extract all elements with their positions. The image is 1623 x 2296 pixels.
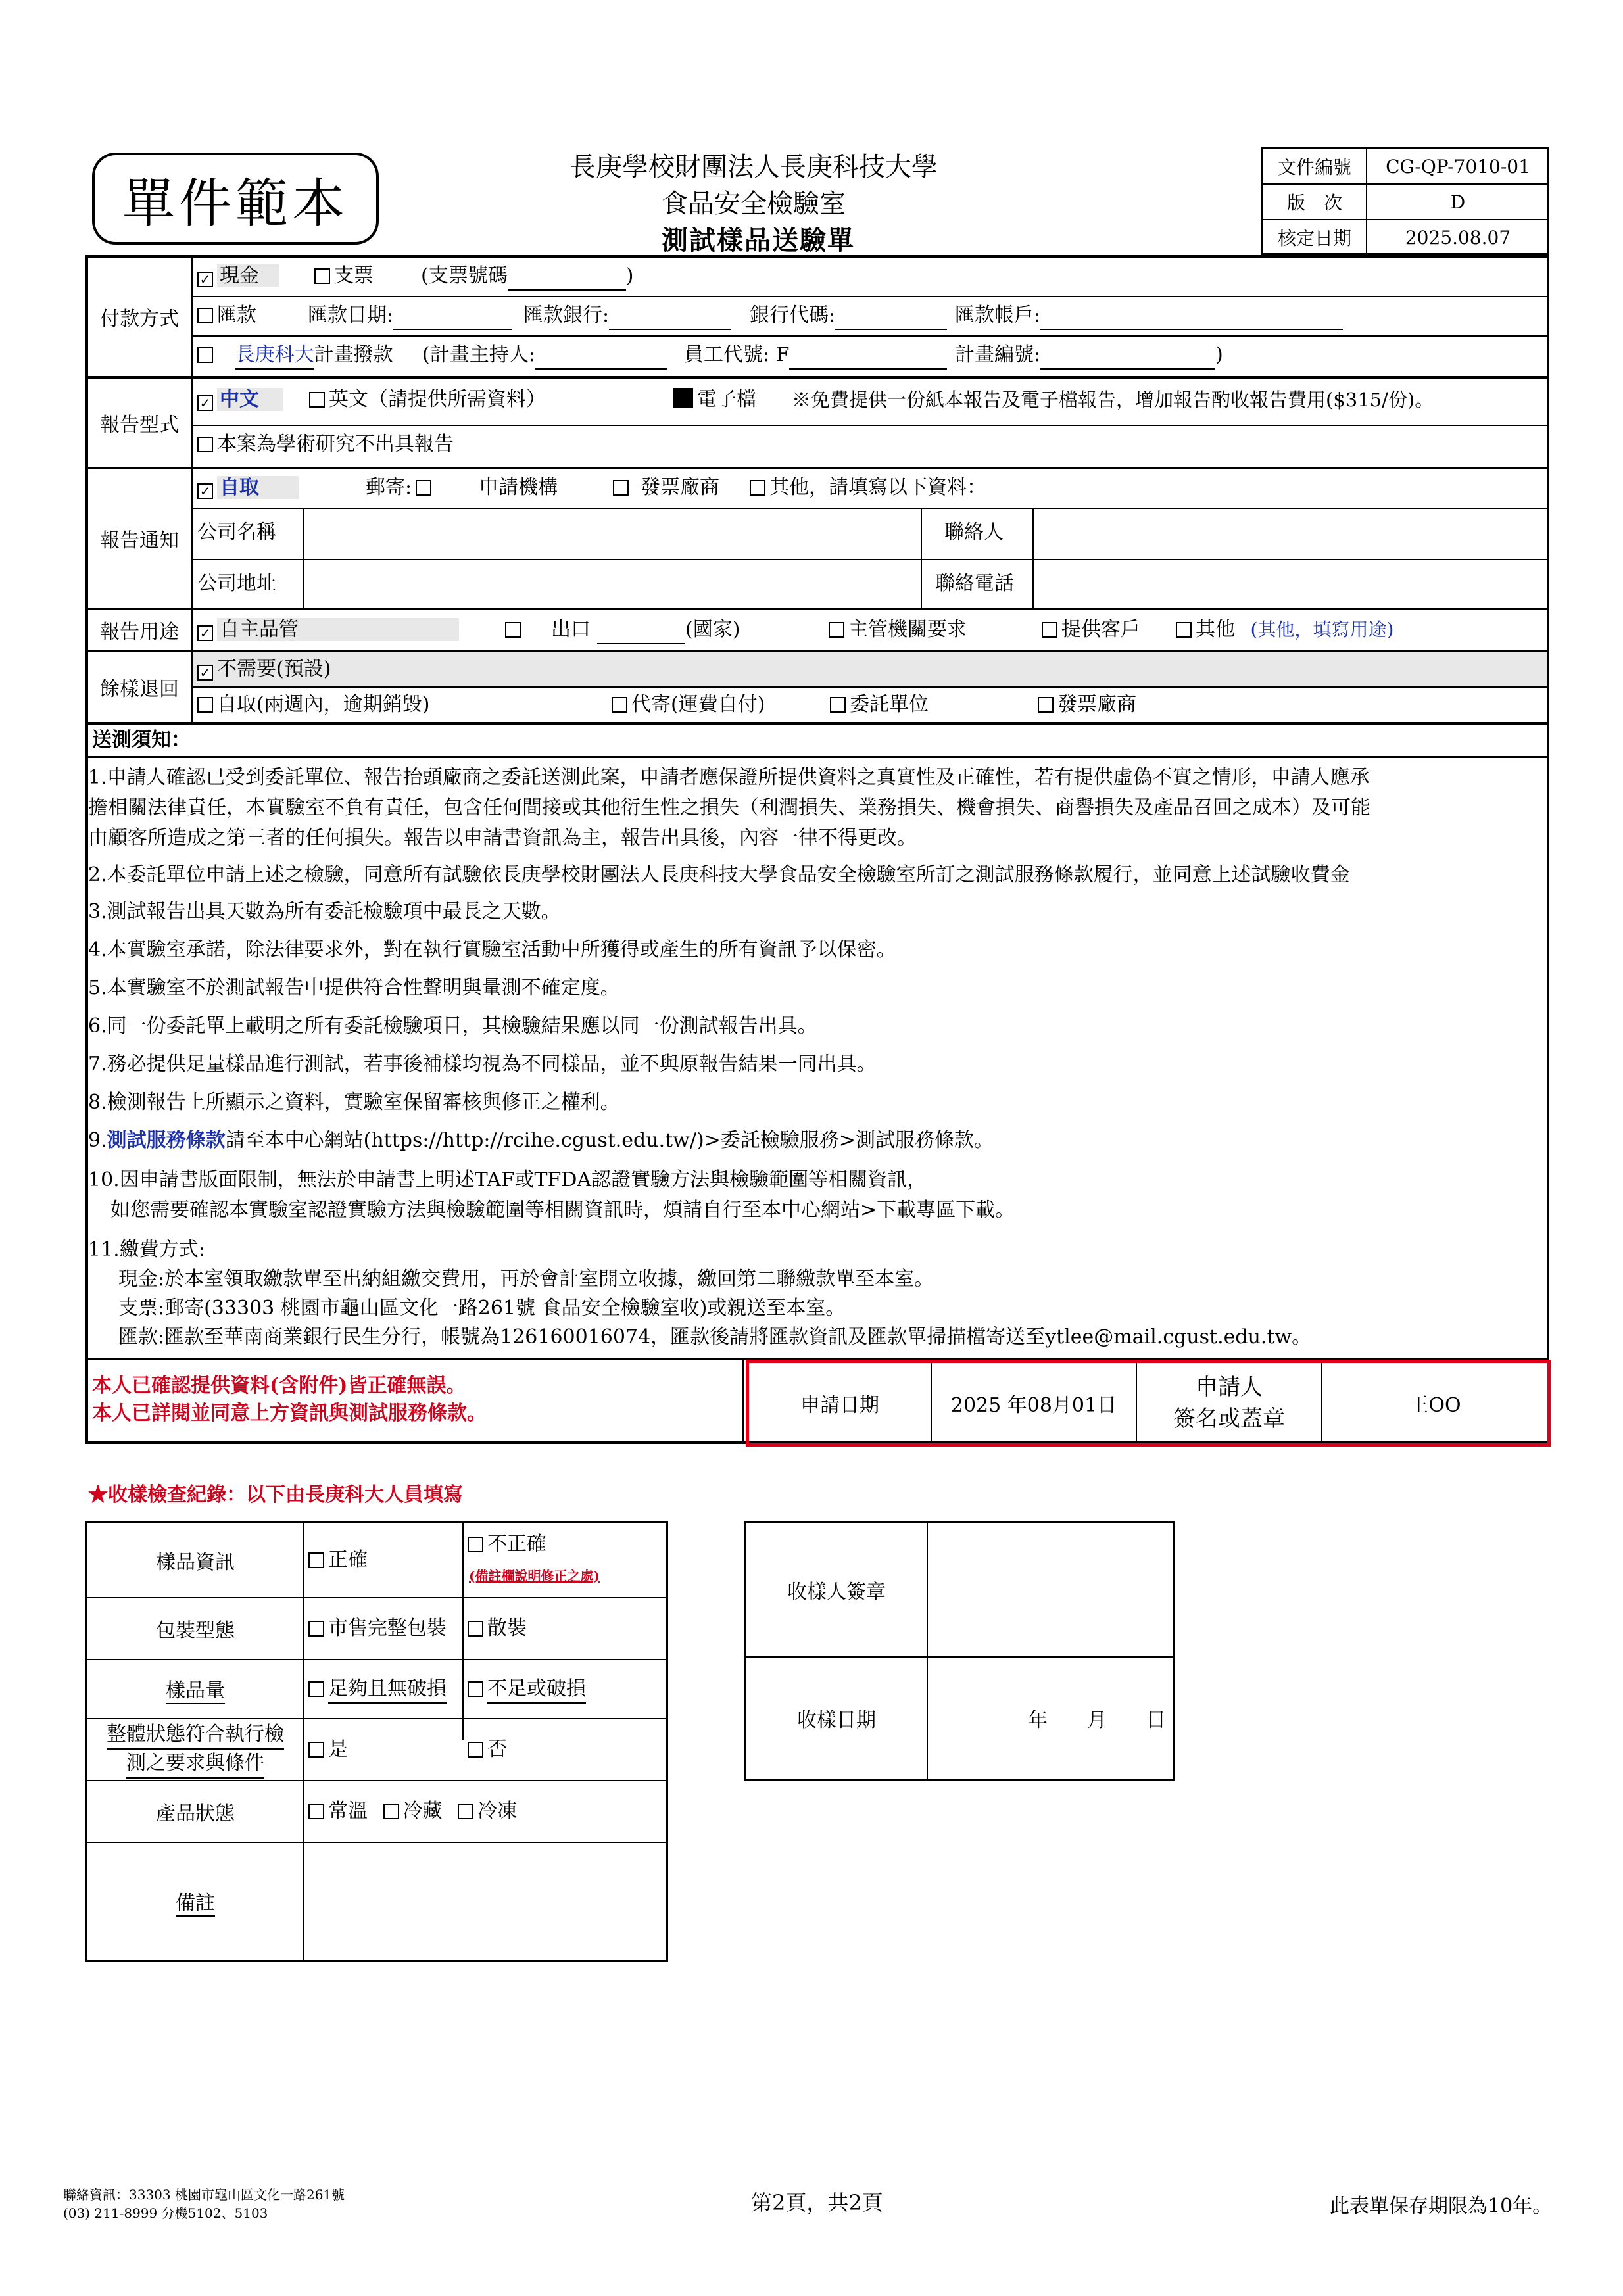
doc-no-value: CG-QP-7010-01 [1386, 155, 1530, 178]
notenough-checkbox[interactable] [468, 1681, 483, 1697]
usage-other-checkbox[interactable] [1176, 622, 1192, 638]
return-self-checkbox[interactable] [197, 697, 213, 713]
pkg-bulk-option[interactable]: 散裝 [468, 1615, 527, 1642]
notice-item-10a: 10.因申請書版面限制，無法於申請書上明述TAF或TFDA認證實驗方法與檢驗範圍等相關資訊， [88, 1168, 927, 1191]
company-address-input[interactable] [304, 560, 919, 608]
signature-box [746, 1360, 1551, 1447]
state-label: 產品狀態 [156, 1802, 235, 1825]
return-proxy-option[interactable]: 代寄(運費自付) [612, 692, 765, 718]
apply-date-value[interactable]: 2025 年08月01日 [950, 1394, 1117, 1417]
report-type-label: 報告型式 [100, 414, 179, 437]
frozen-checkbox[interactable] [458, 1804, 473, 1819]
company-name-label: 公司名稱 [197, 521, 276, 544]
version-value: D [1450, 191, 1466, 213]
version-label: 版 次 [1286, 192, 1342, 214]
applicant-sign-label: 申請人 簽名或蓋章 [1173, 1374, 1285, 1432]
notice-item-11b: 支票:郵寄(33303 桃園市龜山區文化一路261號 食品安全檢驗室收)或親送至本室。 [118, 1297, 846, 1320]
return-none-option[interactable]: ✓ 不需要(預設) [197, 656, 331, 682]
plan-host-field[interactable]: (計畫主持人: [422, 342, 667, 370]
notice-item-1c: 由顧客所造成之第三者的任何損失。報告以申請書資訊為主，報告出具後，內容一律不得更改。 [88, 826, 917, 849]
lab-title: 食品安全檢驗室 [662, 189, 846, 219]
phone-label: 聯絡電話 [935, 572, 1014, 595]
notice-item-7: 7.務必提供足量樣品進行測試，若事後補樣均視為不同樣品，並不與原報告結果一同出具。 [88, 1053, 877, 1076]
receiver-sign-input[interactable] [928, 1523, 1173, 1656]
no-checkbox[interactable] [468, 1742, 483, 1758]
yes-option[interactable]: 是 [308, 1736, 348, 1763]
cash-checkbox[interactable]: ✓ [197, 272, 213, 287]
receive-date-label: 收樣日期 [797, 1709, 876, 1732]
overall-label: 整體狀態符合執行檢 測之要求與條件 [87, 1719, 303, 1780]
staff-no-field[interactable]: 員工代號: F [684, 342, 947, 370]
notice-item-9: 9.測試服務條款請至本中心網站(https://http://rcihe.cgust.edu.tw/)>委託檢驗服務>測試服務條款。 [88, 1129, 994, 1152]
customer-checkbox[interactable] [1042, 622, 1057, 638]
mail-checkbox[interactable] [416, 480, 431, 496]
academic-checkbox[interactable] [197, 437, 213, 452]
correct-option[interactable]: 正確 [308, 1547, 368, 1573]
approve-date-value: 2025.08.07 [1405, 226, 1511, 249]
remit-checkbox[interactable] [197, 308, 213, 323]
own-qc-checkbox[interactable]: ✓ [197, 625, 213, 641]
notice-item-11a: 現金:於本室領取繳款單至出納組繳交費用，再於會計室開立收據，繳回第二聯繳款單至本室。 [118, 1268, 934, 1291]
return-self-option[interactable]: 自取(兩週內，逾期銷毀) [197, 692, 429, 718]
remit-date-field[interactable]: 匯款日期: [308, 302, 512, 330]
contact-input[interactable] [1034, 509, 1547, 559]
notice-item-8: 8.檢測報告上所顯示之資料，實驗室保留審核與修正之權利。 [88, 1091, 620, 1114]
remark-label: 備註 [87, 1843, 303, 1960]
usage-authority-option[interactable]: 主管機關要求 [829, 617, 967, 643]
confirm-line-1: 本人已確認提供資料(含附件)皆正確無誤。 [92, 1374, 466, 1397]
yes-checkbox[interactable] [308, 1742, 324, 1758]
check-checkbox[interactable] [314, 268, 330, 284]
plan-no-field[interactable]: 計畫編號: ) [955, 342, 1223, 370]
pkg-full-checkbox[interactable] [308, 1621, 324, 1637]
incorrect-checkbox[interactable] [468, 1537, 483, 1552]
notify-label: 報告通知 [100, 529, 179, 552]
notice-item-2: 2.本委託單位申請上述之檢驗，同意所有試驗依長庚學校財團法人長庚科技大學食品安全檢驗室所訂之測試服務條款履行，並同意上述試驗收費金 [88, 863, 1350, 886]
notice-body [88, 763, 1548, 1352]
school-link[interactable]: 長庚科大 [235, 342, 314, 370]
notice-item-3: 3.測試報告出具天數為所有委託檢驗項中最長之天數。 [88, 900, 561, 923]
chilled-option[interactable]: 冷藏 [383, 1800, 443, 1823]
company-address-label: 公司地址 [197, 572, 276, 595]
report-chinese-option[interactable]: ✓ 中文 [197, 387, 283, 413]
notify-other-option[interactable]: 其他，請填寫以下資料： [750, 475, 986, 501]
notify-other-checkbox[interactable] [750, 480, 765, 496]
notice-item-1a: 1.申請人確認已受到委託單位、報告抬頭廠商之委託送測此案，申請者應保證所提供資料之真實性及正確性，若有提供虛偽不實之情形，申請人應承 [88, 766, 1370, 789]
return-client-checkbox[interactable] [830, 697, 846, 713]
usage-label: 報告用途 [100, 621, 179, 644]
doc-info-table [1261, 147, 1549, 255]
apply-date-label: 申請日期 [800, 1394, 879, 1417]
payment-label: 付款方式 [100, 308, 179, 331]
receiver-sign-label: 收樣人簽章 [787, 1581, 886, 1604]
state-options [308, 1798, 517, 1825]
usage-export-option[interactable]: 出口 (國家) [505, 617, 740, 644]
enough-option[interactable]: 足夠且無破損 [308, 1676, 447, 1704]
usage-customer-option[interactable]: 提供客戶 [1042, 617, 1140, 643]
footer-contact-1: 聯絡資訊：33303 桃園市龜山區文化一路261號 [63, 2187, 345, 2203]
electronic-checkbox[interactable] [673, 388, 693, 408]
bank-code-field[interactable]: 銀行代碼: [750, 302, 947, 330]
return-none-checkbox[interactable]: ✓ [197, 665, 213, 681]
usage-other-option[interactable]: 其他 (其他，填寫用途) [1176, 617, 1393, 643]
english-checkbox[interactable] [309, 392, 325, 408]
company-name-input[interactable] [304, 509, 919, 559]
report-fee-note: ※免費提供一份紙本報告及電子檔報告，增加報告酌收報告費用($315/份)。 [792, 389, 1434, 411]
incorrect-option[interactable]: 不正確 [468, 1531, 546, 1558]
return-invoice-option[interactable]: 發票廠商 [1038, 692, 1136, 718]
pkg-bulk-checkbox[interactable] [468, 1621, 483, 1637]
remit-account-field[interactable]: 匯款帳戶: [955, 302, 1343, 330]
approve-date-label: 核定日期 [1277, 227, 1351, 249]
notice-title: 送測須知： [92, 729, 191, 752]
notenough-option[interactable]: 不足或破損 [468, 1676, 586, 1704]
receive-date-input[interactable]: 年 月 日 [1028, 1709, 1166, 1732]
notice-item-5: 5.本實驗室不於測試報告中提供符合性聲明與量測不確定度。 [88, 976, 620, 999]
notice-item-6: 6.同一份委託單上載明之所有委託檢驗項目，其檢驗結果應以同一份測試報告出具。 [88, 1015, 817, 1038]
payment-cash-option[interactable]: ✓ 現金 [197, 263, 279, 289]
org-title: 長庚學校財團法人長庚科技大學 [569, 152, 938, 182]
enough-checkbox[interactable] [308, 1681, 324, 1697]
template-stamp [92, 153, 379, 245]
export-checkbox[interactable] [505, 622, 521, 638]
amount-label: 樣品量 [87, 1660, 303, 1718]
remark-input[interactable] [304, 1843, 666, 1960]
notify-self-option[interactable]: ✓ 自取 [197, 475, 299, 501]
contact-label: 聯絡人 [944, 521, 1004, 544]
service-terms-link[interactable]: 測試服務條款 [107, 1129, 226, 1152]
payment-remit-option[interactable]: 匯款 [197, 302, 256, 329]
notice-item-11c: 匯款:匯款至華南商業銀行民生分行，帳號為126160016074，匯款後請將匯款資訊及匯款單掃描檔寄送至ytlee@mail.cgust.edu.tw。 [118, 1326, 1312, 1349]
pkg-full-option[interactable]: 市售完整包裝 [308, 1615, 447, 1642]
self-pickup-checkbox[interactable]: ✓ [197, 483, 213, 499]
return-proxy-checkbox[interactable] [612, 697, 627, 713]
receiver-table [744, 1521, 1175, 1781]
phone-input[interactable] [1034, 560, 1547, 608]
payment-plan-option[interactable]: 長庚科大計畫撥款 [197, 342, 393, 370]
chinese-checkbox[interactable]: ✓ [197, 395, 213, 411]
confirm-line-2: 本人已詳閱並同意上方資訊與測試服務條款。 [92, 1402, 487, 1425]
return-label: 餘樣退回 [100, 678, 179, 701]
package-label: 包裝型態 [156, 1619, 235, 1642]
normal-option[interactable]: 常溫 [308, 1800, 368, 1823]
frozen-option[interactable]: 冷凍 [458, 1800, 517, 1823]
report-academic-option[interactable]: 本案為學術研究不出具報告 [197, 431, 454, 458]
check-number-field[interactable]: (支票號碼 ) [421, 263, 633, 291]
remit-bank-field[interactable]: 匯款銀行: [523, 302, 731, 330]
no-option[interactable]: 否 [468, 1736, 507, 1763]
stamp-text: 單件範本 [122, 172, 349, 234]
notice-item-4: 4.本實驗室承諾，除法律要求外，對在執行實驗室活動中所獲得或產生的所有資訊予以保密。 [88, 938, 896, 961]
sample-info-label: 樣品資訊 [156, 1551, 235, 1574]
plan-checkbox[interactable] [197, 347, 213, 363]
chilled-checkbox[interactable] [383, 1804, 399, 1819]
footer-contact-2: (03) 211-8999 分機5102、5103 [63, 2205, 268, 2221]
notify-mail-option[interactable]: 郵寄: [366, 475, 435, 501]
usage-own-option[interactable]: ✓ 自主品管 [197, 617, 459, 643]
authority-checkbox[interactable] [829, 622, 844, 638]
report-electronic-option[interactable]: 電子檔 [673, 387, 756, 413]
normal-checkbox[interactable] [308, 1804, 324, 1819]
applicant-signature[interactable]: 王OO [1409, 1394, 1461, 1417]
notice-item-1b: 擔相關法律責任，本實驗室不負有責任，包含任何間接或其他衍生性之損失（利潤損失、業務損失、機會損失、商譽損失及產品召回之成本）及可能 [88, 796, 1370, 819]
correct-checkbox[interactable] [308, 1552, 324, 1568]
notice-item-11: 11.繳費方式: [88, 1238, 205, 1261]
notify-applicant-label: 申請機構 [479, 476, 558, 499]
receipt-title: ★收樣檢查紀錄：以下由長庚科大人員填寫 [88, 1483, 463, 1506]
form-title: 測試樣品送驗單 [662, 225, 855, 256]
return-invoice-checkbox[interactable] [1038, 697, 1054, 713]
invoice-checkbox[interactable] [613, 480, 629, 496]
doc-no-label: 文件編號 [1277, 156, 1351, 178]
receipt-table [85, 1521, 668, 1962]
retention-note: 此表單保存期限為10年。 [1330, 2195, 1553, 2218]
payment-check-option[interactable]: 支票 [314, 263, 374, 289]
incorrect-note: (備註欄說明修正之處) [469, 1568, 600, 1584]
report-english-option[interactable]: 英文（請提供所需資料） [309, 387, 546, 413]
page-number: 第2頁，共2頁 [751, 2190, 883, 2215]
notice-item-10b: 如您需要確認本實驗室認證實驗方法與檢驗範圍等相關資訊時，煩請自行至本中心網站>下載專區下載。 [110, 1199, 1015, 1222]
return-client-option[interactable]: 委託單位 [830, 692, 929, 718]
notify-invoice-option[interactable]: 發票廠商 [613, 475, 719, 501]
